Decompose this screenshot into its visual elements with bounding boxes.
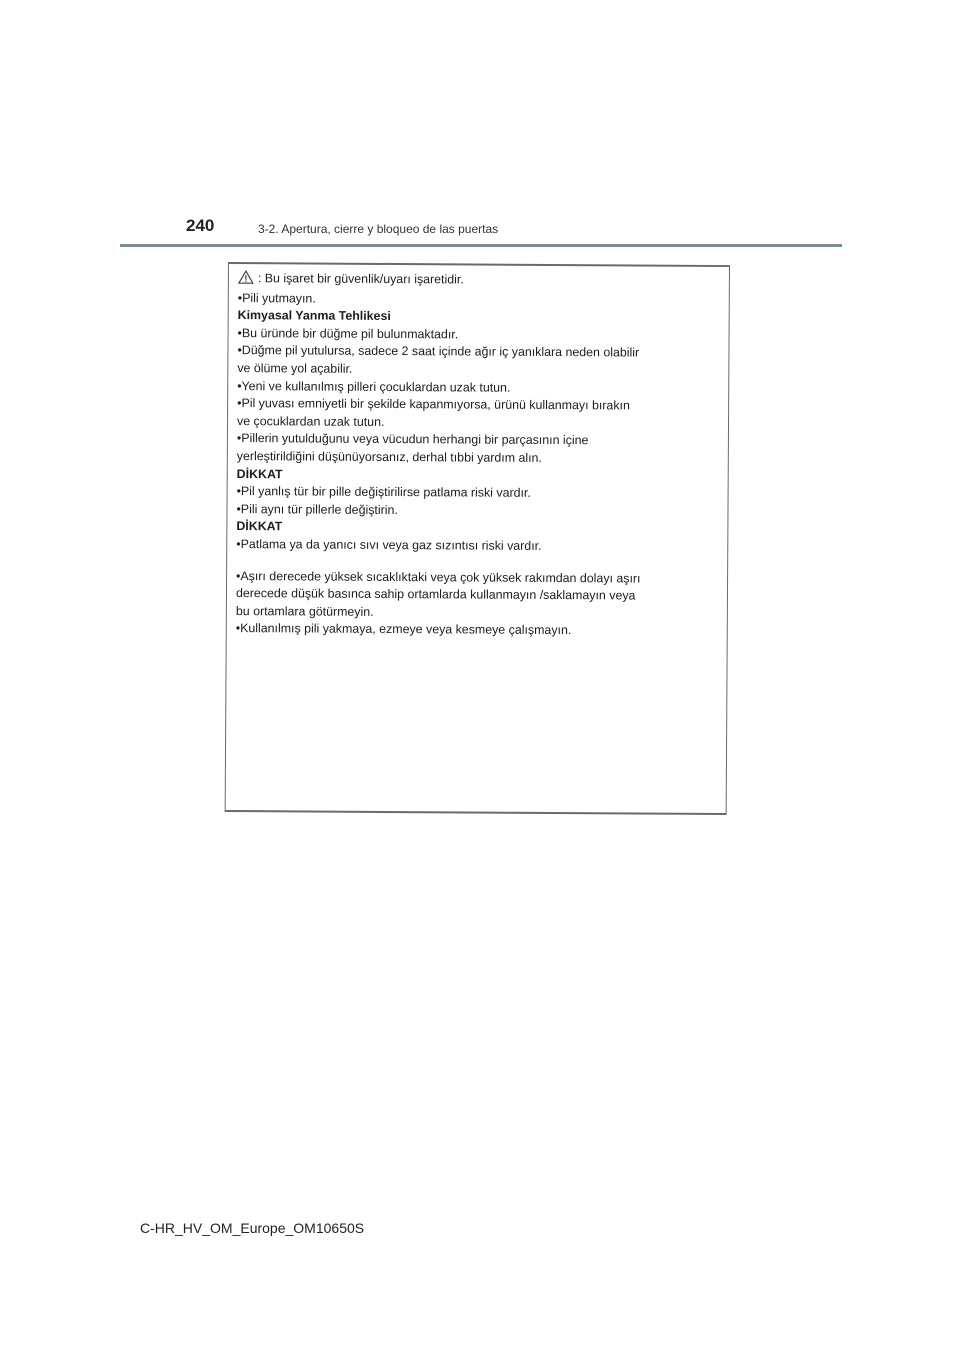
label-line: •Aşırı derecede yüksek sıcaklıktaki veya çok yüksek rakımdan dolayı aşırı (236, 568, 641, 586)
label-heading-caution: DİKKAT (236, 519, 283, 534)
label-line: ve ölüme yol açabilir. (237, 361, 353, 376)
section-title: 3-2. Apertura, cierre y bloqueo de las puertas (258, 222, 499, 236)
label-line: •Yeni ve kullanılmış pilleri çocuklardan uzak tutun. (237, 378, 511, 395)
label-line: •Pili aynı tür pillerle değiştirin. (236, 501, 398, 517)
warning-triangle-icon (238, 270, 254, 290)
header-divider (120, 244, 842, 247)
label-line: bu ortamlara götürmeyin. (235, 603, 374, 619)
label-line: •Düğme pil yutulursa, sadece 2 saat içinde ağır iç yanıklara neden olabilir (237, 343, 640, 360)
label-line: •Kullanılmış pili yakmaya, ezmeye veya kesmeye çalışmayın. (235, 621, 572, 638)
label-line: ve çocuklardan uzak tutun. (236, 413, 385, 429)
label-line: •Pillerin yutulduğunu veya vücudun herhangi bir parçasının içine (236, 431, 589, 448)
label-line: •Pil yuvası emniyetli bir şekilde kapanmıyorsa, ürünü kullanmayı bırakın (237, 396, 630, 413)
label-line: derecede düşük basınca sahip ortamlarda kullanmayın /saklamayın veya (235, 586, 636, 603)
label-line-safety-sign (238, 270, 720, 293)
label-line: •Pili yutmayın. (237, 290, 316, 306)
label-line: •Pil yanlış tür bir pille değiştirilirse patlama riski vardır. (236, 484, 531, 500)
label-heading-chemical-burn: Kimyasal Yanma Tehlikesi (237, 308, 391, 324)
page-number: 240 (186, 216, 215, 235)
label-line: yerleştirildiğini düşünüyorsanız, derhal tıbbi yardım alın. (236, 448, 542, 465)
label-line: •Patlama ya da yanıcı sıvı veya gaz sızıntısı riski vardır. (236, 536, 542, 553)
battery-warning-label (225, 262, 730, 815)
label-line: •Bu üründe bir düğme pil bulunmaktadır. (237, 325, 459, 342)
label-text-block (236, 270, 720, 641)
document-code: C-HR_HV_OM_Europe_OM10650S (140, 1220, 365, 1236)
label-heading-caution: DİKKAT (236, 466, 283, 481)
label-line-text: : Bu işaret bir güvenlik/uyarı işaretidir. (257, 271, 464, 287)
